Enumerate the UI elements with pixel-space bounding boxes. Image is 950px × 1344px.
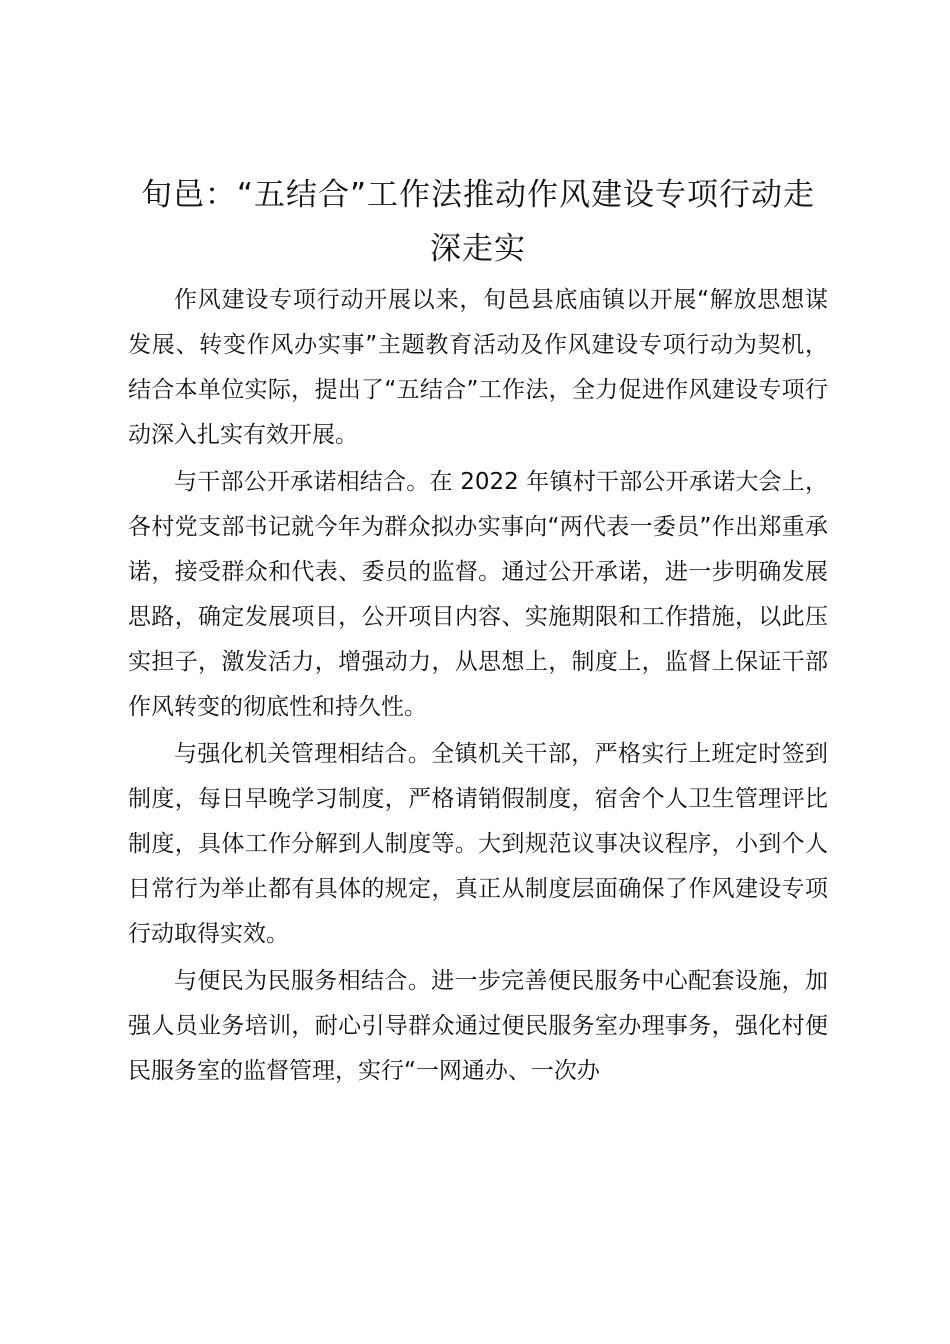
document-title: 旬邑：“五结合”工作法推动作风建设专项行动走深走实	[140, 177, 816, 267]
document-page	[128, 168, 828, 1094]
paragraph-organ-management: 与强化机关管理相结合。全镇机关干部，严格实行上班定时签到制度，每日早晚学习制度，严格请销假制度，宿舍个人卫生管理评比制度，具体工作分解到人制度等。大到规范议事决议程序，小到个人日常行为举止都有具体的规定，真正从制度层面确保了作风建设专项行动取得实效。	[128, 741, 828, 947]
paragraph-public-commitment: 与干部公开承诺相结合。在 2022 年镇村干部公开承诺大会上，各村党支部书记就今年为群众拟办实事向“两代表一委员”作出郑重承诺，接受群众和代表、委员的监督。通过公开承诺，进一步明确发展思路，确定发展项目，公开项目内容、实施期限和工作措施，以此压实担子，激发活力，增强动力，从思想上，制度上，监督上保证干部作风转变的彻底性和持久性。	[128, 469, 828, 720]
document-body	[128, 278, 828, 1094]
paragraph-intro: 作风建设专项行动开展以来，旬邑县底庙镇以开展“解放思想谋发展、转变作风办实事”主题教育活动及作风建设专项行动为契机，结合本单位实际，提出了“五结合”工作法，全力促进作风建设专项行动深入扎实有效开展。	[128, 287, 828, 448]
paragraph-convenience-service: 与便民为民服务相结合。进一步完善便民服务中心配套设施，加强人员业务培训，耐心引导群众通过便民服务室办理事务，强化村便民服务室的监督管理，实行“一网通办、一次办	[128, 968, 828, 1084]
